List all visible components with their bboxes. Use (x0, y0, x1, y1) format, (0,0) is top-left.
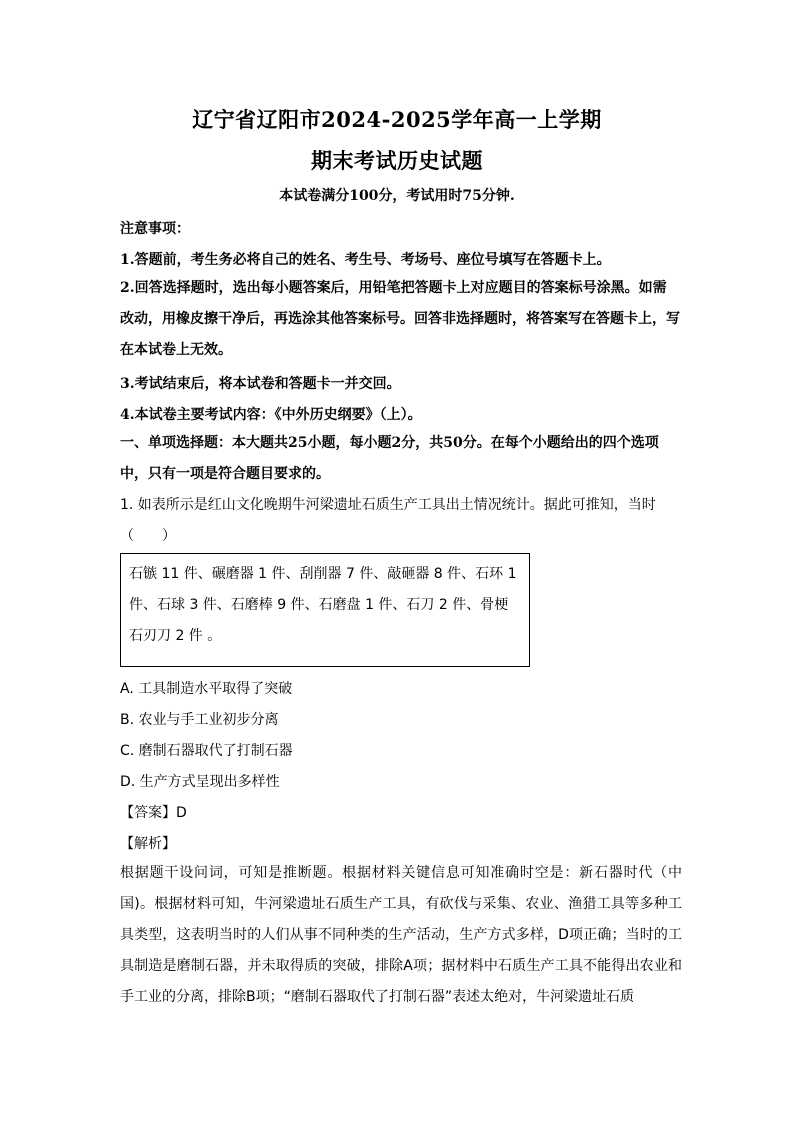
question-1-stem: 1. 如表所示是红山文化晚期牛河梁遗址石质生产工具出土情况统计。据此可推知，当时（ ） (120, 497, 656, 544)
question-1-analysis: 根据题干设问词，可知是推断题。根据材料关键信息可知准确时空是：新石器时代（中国)。根据材料可知，牛河梁遗址石质生产工具，有砍伐与采集、农业、渔猎工具等多种工具类型，这表明当时的人们从事不同种类的生产活动，生产方式多样，D项正确；当时的工具制造是磨制石器，并未取得质的突破，排除A项；据材料中石质生产工具不能得出农业和手工业的分离，排除B项；“磨制石器取代了打制石器”表述太绝对，牛河梁遗址石质 (120, 865, 682, 1005)
question-1-option-c: C. 磨制石器取代了打制石器 (120, 743, 293, 759)
question-1-material-text: 石镞 11 件、碾磨器 1 件、刮削器 7 件、敲砸器 8 件、石环 1 件、石球 3 件、石磨棒 9 件、石磨盘 1 件、石刀 2 件、骨梗石刃刀 2 件 。 (129, 566, 517, 644)
notes-item-3: 3.考试结束后，将本试卷和答题卡一并交回。 (120, 376, 401, 392)
exam-subtitle: 本试卷满分100分，考试用时75分钟. (279, 188, 515, 204)
notes-item-2: 2.回答选择题时，选出每小题答案后，用铅笔把答题卡上对应题目的答案标号涂黑。如需改动，用橡皮擦干净后，再选涂其他答案标号。回答非选择题时，将答案写在答题卡上，写在本试卷上无效。 (120, 280, 680, 358)
exam-title-line1: 辽宁省辽阳市2024-2025学年高一上学期 (192, 107, 602, 132)
question-1-answer: 【答案】D (120, 805, 187, 821)
question-1-option-b: B. 农业与手工业初步分离 (120, 712, 279, 728)
notes-item-4: 4.本试卷主要考试内容：《中外历史纲要》（上）。 (120, 407, 422, 423)
question-1-option-a: A. 工具制造水平取得了突破 (120, 681, 293, 697)
notes-heading: 注意事项： (120, 221, 190, 237)
question-1-option-d: D. 生产方式呈现出多样性 (120, 774, 280, 790)
question-1-material-box (120, 553, 530, 667)
question-1-analysis-label: 【解析】 (120, 836, 176, 852)
section-1-heading: 一、单项选择题：本大题共25小题，每小题2分，共50分。在每个小题给出的四个选项中，只有一项是符合题目要求的。 (120, 435, 659, 482)
notes-item-1: 1.答题前，考生务必将自己的姓名、考生号、考场号、座位号填写在答题卡上。 (120, 252, 611, 268)
exam-title-line2: 期末考试历史试题 (311, 148, 483, 173)
